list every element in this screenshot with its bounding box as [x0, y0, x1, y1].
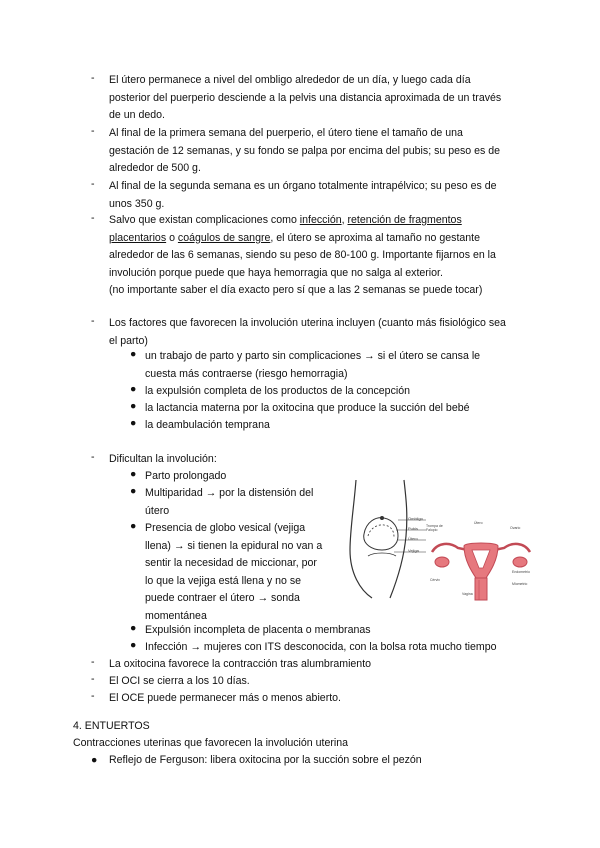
text-line [109, 212, 496, 230]
text-line: alrededor de 500 g. [109, 162, 201, 175]
list-item [109, 72, 501, 125]
text-line: momentánea [145, 609, 207, 622]
bullet-dot: ● [130, 400, 137, 412]
text-run: , el útero se aproxima al tamaño no gestante [270, 231, 481, 244]
list-item [145, 383, 410, 401]
bullet-dot: ● [130, 383, 137, 395]
bullet-dot: ● [91, 754, 98, 766]
text-line: el parto) [109, 334, 148, 347]
text-line: Expulsión incompleta de placenta o membranas [145, 624, 371, 636]
list-item [109, 178, 497, 213]
list-item: Reflejo de Ferguson: libera oxitocina por la succión sobre el pezón [109, 754, 422, 766]
torso-label: Vejiga [408, 548, 419, 553]
text-line: sentir la necesidad de miccionar, por [145, 557, 317, 570]
text-line: cuesta más contraerse (riesgo hemorragia) [145, 367, 348, 380]
text-line: Presencia de globo vesical (vejiga [145, 522, 306, 534]
list-dash: - [91, 178, 95, 190]
list-item: El OCI se cierra a los 10 días. [109, 675, 250, 687]
torso-label: Útero [408, 536, 418, 541]
text-line: involución porque puede que haya hemorragia que no salga al exterior. [109, 266, 443, 279]
uterus-label: Útero [474, 521, 483, 525]
text-line: posterior del puerperio desciende a la pelvis una distancia aproximada de un través [109, 91, 502, 104]
uterus-label: Ovario [510, 526, 521, 530]
text-line: Parto prolongado [145, 470, 227, 482]
link-infeccion[interactable]: infección [299, 214, 342, 226]
text-run: o [166, 231, 178, 244]
right-fallopian-tube [494, 544, 530, 552]
section-subtitle: Contracciones uterinas que favorecen la involución uterina [73, 737, 349, 749]
torso-label: Ombligo [408, 516, 423, 521]
list-item [145, 400, 470, 418]
torso-left-outline [350, 480, 372, 598]
bullet-dot: ● [130, 417, 137, 429]
text-line: Multiparidad → por la distensión del [145, 487, 314, 499]
right-ovary [513, 557, 527, 567]
list-item [145, 468, 226, 486]
text-line: lo que la vejiga está llena y no se [145, 574, 302, 587]
list-item [145, 485, 313, 520]
uterus-label: Vagina [462, 592, 473, 596]
bullet-dot: ● [130, 485, 137, 497]
text-line: la deambulación temprana [145, 419, 270, 431]
bullet-dot: ● [130, 622, 137, 634]
bullet-dot: ● [130, 468, 137, 480]
list-item: La oxitocina favorece la contracción tras alumbramiento [109, 658, 372, 670]
uterus-label: Cérvix [430, 578, 440, 582]
list-dash: - [91, 72, 95, 84]
left-fallopian-tube [432, 544, 468, 552]
list-item [145, 348, 480, 383]
cervix-vagina [475, 578, 487, 600]
text-run: Salvo que existan complicaciones como [109, 214, 300, 226]
torso-right-outline [390, 480, 407, 598]
text-run: , [341, 214, 348, 226]
uterus-inner-dashed [368, 525, 394, 537]
link-retencion-fragmentos[interactable]: retención de fragmentos [347, 214, 462, 226]
uterus-label: Miometrio [512, 582, 528, 586]
list-item [145, 417, 270, 435]
bullet-dot: ● [130, 639, 137, 651]
torso-label: Pubis [408, 526, 419, 531]
text-line: gestación de 12 semanas, y su fondo se palpa por encima del pubis; su peso es de [109, 144, 501, 157]
text-line: Al final de la primera semana del puerperio, el útero tiene el tamaño de una [109, 127, 463, 139]
list-dash: - [91, 315, 95, 327]
link-coagulos[interactable]: coágulos de sangre [177, 231, 271, 244]
text-line: alrededor de las 6 semanas, siendo su peso de 80-100 g. Importante fijarnos en la [109, 249, 496, 262]
text-line: puede contraer el útero → sonda [145, 592, 300, 605]
text-line: Los factores que favorecen la involución uterina incluyen (cuanto más fisiológico sea [109, 317, 506, 329]
list-item [145, 520, 322, 626]
text-line: la lactancia materna por la oxitocina que produce la succión del bebé [145, 402, 470, 414]
text-line: Al final de la segunda semana es un órgano totalmente intrapélvico; su peso es de [109, 180, 497, 192]
list-dash: - [91, 656, 95, 668]
text-line: de un dedo. [109, 109, 165, 122]
uterus-outline [364, 518, 398, 550]
text-line: Infección → mujeres con ITS desconocida, con la bolsa rota mucho tiempo [145, 641, 497, 653]
list-item [109, 212, 496, 300]
text-line [109, 230, 496, 248]
text-line: útero [145, 504, 170, 517]
factors-intro [109, 315, 506, 350]
list-dash: - [91, 690, 95, 702]
bullet-dot: ● [130, 520, 137, 532]
section-heading: 4. ENTUERTOS [73, 720, 150, 732]
link-retencion-placentarios[interactable]: placentarios [109, 231, 167, 244]
text-line: El útero permanece a nivel del ombligo alrededor de un día, y luego cada día [109, 74, 471, 86]
difficult-title: Dificultan la involución: [109, 453, 217, 465]
list-dash: - [91, 212, 95, 224]
list-dash: - [91, 451, 95, 463]
list-item [145, 622, 371, 640]
text-line: llena) → si tienen la epidural no van a [145, 539, 323, 552]
list-item [145, 639, 497, 657]
list-dash: - [91, 125, 95, 137]
uterus-label: Trompa de Falopio [426, 524, 443, 532]
text-line: unos 350 g. [109, 197, 165, 210]
uterus-label: Endometrio [512, 570, 530, 574]
bullet-dot: ● [130, 348, 137, 360]
text-line: (no importante saber el día exacto pero sí que a las 2 semanas se puede tocar) [109, 284, 483, 297]
uterus-illustration [428, 528, 534, 602]
list-dash: - [91, 673, 95, 685]
list-item: El OCE puede permanecer más o menos abierto. [109, 692, 342, 704]
text-line: un trabajo de parto y parto sin complicaciones → si el útero se cansa le [145, 350, 481, 362]
left-ovary [435, 557, 449, 567]
text-line: la expulsión completa de los productos de la concepción [145, 385, 411, 397]
pubis-line [368, 553, 396, 556]
list-item [109, 125, 500, 178]
